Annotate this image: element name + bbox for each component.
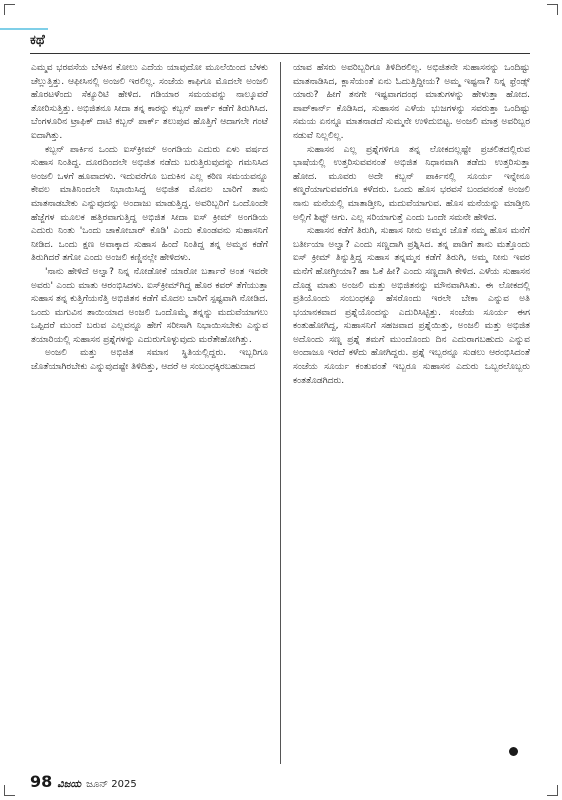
- paragraph: ಕಬ್ಬನ್ ಪಾರ್ಕಿನ ಒಂದು ಐಸ್‌ಕ್ರೀಮ್ ಅಂಗಡಿಯ ಎದುರು ಏಳು ವರ್ಷದ ಸುಹಾಸ ನಿಂತಿದ್ದ. ದೂರದಿಂದಲೇ ಅಭಿಜಿತ ನಡೆದು ಬರುತ್ತಿರುವುದನ್ನು ಗಮನಿಸಿದ ಅಂಜಲಿ ಒಳಗೆ ಹೂವಾದಳು. ಇದುವರೆಗೂ ಬದುಕಿನ ಎಲ್ಲ ಕಠಿಣ ಸಮಯವನ್ನೂ ಕೇವಲ ಮಾತಿನಿಂದಲೇ ನಿಭಾಯಿಸಿದ್ದ ಅಭಿಜಿತ ಮೊದಲ ಬಾರಿಗೆ ತಾನು ಮಾತನಾಡಬೇಕು ಎನ್ನುವುದನ್ನು ಅಂದಾಜು ಮಾಡುತ್ತಿದ್ದ. ಅವರಿಬ್ಬರಿಗೆ ಒಂದೊಂದೇ ಹೆಜ್ಜೆಗಳ ಮೂಲಕ ಹತ್ತಿರವಾಗುತ್ತಿದ್ದ ಅಭಿಜಿತ ಸೀದಾ ಐಸ್ ಕ್ರೀಮ್ ಅಂಗಡಿಯ ಎದುರು ನಿಂತು 'ಒಂದು ಚಾಕೋಬಾರ್ ಕೊಡಿ' ಎಂದು ಕೊಂಡವನು ಸುಹಾಸನಿಗೆ ನೀಡಿದ. ಒಂದು ಕ್ಷಣ ಅವಾಕ್ಕಾದ ಸುಹಾಸ ಹಿಂದೆ ನಿಂತಿದ್ದ ತನ್ನ ಅಮ್ಮನ ಕಡೆಗೆ ತಿರುಗಿದರೆ ತಗೋ ಎಂದು ಅಂಜಲಿ ಕಣ್ಣಿನಲ್ಲೇ ಹೇಳಿದಳು.: [31, 144, 268, 264]
- paragraph: ಸುಹಾಸನ ಎಲ್ಲ ಪ್ರಶ್ನೆಗಳಿಗೂ ತನ್ನ ಲೋಕದಲ್ಲಷ್ಟೇ ಪ್ರಚಲಿತದಲ್ಲಿರುವ ಭಾಷೆಯಲ್ಲಿ ಉತ್ತರಿಸುವವನಂತೆ ಅಭಿಜಿತ ನಿಧಾನವಾಗಿ ತಡೆದು ಉತ್ತರಿಸುತ್ತಾ ಹೋದ. ಮೂವರು ಅದೇ ಕಬ್ಬನ್ ಪಾರ್ಕಿನಲ್ಲಿ ಸೂರ್ಯ ಇನ್ನೇನೂ ಕಣ್ಮರೆಯಾಗುವವರೆಗೂ ಕಳೆದರು. ಒಂದು ಹೊಸ ಭರವಸೆ ಬಂದವನಂತೆ ಅಂಜಲಿ ನಾನು ಮನೆಯಲ್ಲಿ ಮಾತಾಡ್ತೀನಿ, ಮದುವೆಯಾಗುವ. ಹೊಸ ಮನೆಯನ್ನು ಮಾಡ್ತೀನಿ ಅಲ್ಲಿಗೆ ಶಿಫ್ಟ್ ಆಗು. ಎಲ್ಲ ಸರಿಯಾಗುತ್ತೆ ಎಂದು ಒಂದೇ ಸಮನೇ ಹೇಳಿದ.: [293, 144, 530, 223]
- section-title: ಕಥೆ: [30, 33, 45, 48]
- accent-rule: [0, 28, 48, 30]
- crop-mark-bottom-right: [547, 785, 558, 796]
- crop-mark-bottom-left: [4, 785, 15, 796]
- article-column-right: [293, 62, 530, 767]
- page-footer: [30, 772, 137, 791]
- issue-date: ಜೂನ್ 2025: [86, 779, 137, 790]
- article-column-left: [31, 62, 268, 767]
- paragraph: ಯಾವ ಹೆಸರು ಅವರಿಬ್ಬರಿಗೂ ತಿಳಿದಿರಲಿಲ್ಲ. ಅಭಿಜಿತನೇ ಸುಹಾಸನನ್ನು ಒಂದಿಷ್ಟು ಮಾತನಾಡಿಸಿದ, ಕ್ಲಾಸೆಯಂತೆ ಏನು ಓದುತ್ತಿದ್ದೀಯ? ಅಮ್ಮ ಇಷ್ಟನಾ? ನಿನ್ನ ಫ್ರೆಂಡ್ಸ್ ಯಾರು? ಹೀಗೆ ತನಗೇ ಇಷ್ಟವಾಗದಂಥ ಮಾತುಗಳನ್ನು ಹೇಳುತ್ತಾ ಹೋದ. ಪಾಪ್‌ಕಾರ್ನ್ ಕೊಡಿಸಿದ, ಸುಹಾಸನ ಎಳೆಯ ಭುಜಗಳನ್ನು ಸವರುತ್ತಾ ಒಂದಿಷ್ಟು ಸಮಯ ಏನನ್ನೂ ಮಾತನಾಡದೆ ಸುಮ್ಮನೇ ಉಳಿದುಬಿಟ್ಟ. ಅಂಜಲಿ ಮಾತ್ರ ಅವರಿಬ್ಬರ ನಡುವೆ ನಿಲ್ಲಲಿಲ್ಲ.: [293, 63, 530, 141]
- magazine-logo: ವಿಜಯ: [57, 779, 82, 790]
- paragraph: 'ನಾನು ಹೇಳಿದೆ ಅಲ್ವಾ? ನಿನ್ನ ನೋಡೋಕೆ ಯಾರೋ ಬರ್ತಾರೆ ಅಂತ ಇವರೇ ಅವರು' ಎಂದು ಮಾತು ಆರಂಭಿಸಿದಳು. ಐಸ್‌ಕ್ರೀಮ್‌ಗಿದ್ದ ಹೊರ ಕವರ್ ತೆಗೆಯುತ್ತಾ ಸುಹಾಸ ತನ್ನ ಕುತ್ತಿಗೆಯನೆತ್ತಿ ಅಭಿಜಿತನ ಕಡೆಗೆ ಮೊದಲ ಬಾರಿಗೆ ಸ್ಪಷ್ಟವಾಗಿ ನೋಡಿದ. ಒಂದು ಮಗುವಿನ ತಾಯಿಯಾದ ಅಂಜಲಿ ಒಂದೊಮ್ಮೆ ತನ್ನನ್ನು ಮದುವೆಯಾಗಲು ಒಪ್ಪಿದರೆ ಮುಂದೆ ಬರುವ ಎಲ್ಲವನ್ನೂ ಹೇಗೆ ಸರೀಸಾಗಿ ನಿಭಾಯಿಸಬೇಕು ಎನ್ನುವ ತಯಾರಿಯಲ್ಲಿ ಸುಹಾಸನ ಪ್ರಶ್ನೆಗಳನ್ನು ಎದುರುಗೊಳ್ಳುವುದು ಮರೆತೇಹೋಗಿತ್ತು.: [31, 266, 268, 345]
- header-divider: [30, 53, 530, 54]
- paragraph: ಎಮ್ಮವ ಭರವಸೆಯ ಬೆಳಕಿನ ಕೋಲು ಎದೆಯ ಯಾವುದೋ ಮೂಲೆಯಿಂದ ಬೆಳಕು ಚೆಲ್ಲುತ್ತಿತ್ತು. ಆಫೀಸಿನಲ್ಲಿ ಅಂಜಲಿ ಇರಲಿಲ್ಲ. ಸಂಜೆಯ ಕಾಫಿಗೂ ಮೊದಲೇ ಅಂಜಲಿ ಹೊರಟಳೆಂದು ಸೆಕ್ಯೂರಿಟಿ ಹೇಳಿದ. ಗಡಿಯಾರ ಸಮಯವನ್ನು ನಾಲ್ಕೂವರೆ ತೋರಿಸುತ್ತಿತ್ತು. ಅಭಿಜಿತನೂ ಸೀದಾ ತನ್ನ ಕಾರನ್ನು ಕಬ್ಬನ್ ಪಾರ್ಕ್ ಕಡೆಗೆ ತಿರುಗಿಸಿದ. ಬೆಂಗಳೂರಿನ ಟ್ರಾಫಿಕ್ ದಾಟಿ ಕಬ್ಬನ್ ಪಾರ್ಕ್ ತಲುಪುವ ಹೊತ್ತಿಗೆ ಆದಾಗಲೇ ಗಂಟೆ ಐದಾಗಿತ್ತು.: [31, 63, 268, 141]
- crop-mark-top-left: [4, 4, 15, 15]
- crop-mark-top-right: [547, 4, 558, 15]
- end-of-story-icon: [509, 747, 518, 756]
- paragraph: ಅಂಜಲಿ ಮತ್ತು ಅಭಿಜಿತ ಸಮಾನ ಸ್ಥಿತಿಯಲ್ಲಿದ್ದರು. ಇಬ್ಬರಿಗೂ ಜೊತೆಯಾಗಿರಬೇಕು ಎನ್ನುವುದಷ್ಟೇ ತಿಳಿದಿತ್ತು, ಆದರೆ ಆ ಸಂಬಂಧಕ್ಕಿರಬಹುದಾದ: [31, 348, 268, 373]
- column-divider: [280, 62, 281, 764]
- page-number: 98: [30, 772, 53, 791]
- paragraph: ಸುಹಾಸನ ಕಡೆಗೆ ತಿರುಗಿ, ಸುಹಾಸ ನೀನು ಅಮ್ಮನ ಜೊತೆ ನಮ್ಮ ಹೊಸ ಮನೆಗೆ ಬರ್ತೀಯಾ ಅಲ್ವಾ? ಎಂದು ಸಣ್ಣದಾಗಿ ಪ್ರಶ್ನಿಸಿದ. ತನ್ನ ಪಾಡಿಗೆ ತಾನು ಮತ್ತೊಂದು ಐಸ್ ಕ್ರೀಮ್ ತಿನ್ನುತ್ತಿದ್ದ ಸುಹಾಸ ತನ್ನಮ್ಮನ ಕಡೆಗೆ ತಿರುಗಿ, ಅಮ್ಮ ನೀನು ಇವರ ಮನೆಗೆ ಹೋಗ್ತೀಯಾ? ಹಾ ಓಕೆ ಹೀ? ಎಂದು ಸಣ್ಣದಾಗಿ ಕೇಳಿದ. ಎಳೆಯ ಸುಹಾಸನ ದೊಡ್ಡ ಮಾತು ಅಂಜಲಿ ಮತ್ತು ಅಭಿಜಿತನನ್ನು ಮೌನವಾಗಿಸಿತು. ಈ ಲೋಕದಲ್ಲಿ ಪ್ರತಿಯೊಂದು ಸಂಬಂಧಕ್ಕೂ ಹೆಸರೊಂದು ಇರಲೇ ಬೇಕಾ ಎನ್ನುವ ಅತಿ ಭಯಾನಕವಾದ ಪ್ರಶ್ನೆಯೊಂದನ್ನು ಎದುರಿಸಿಟ್ಟಿತ್ತು. ಸಂಜೆಯ ಸೂರ್ಯ ಈಗ ಕಂತುಹೋಗಿದ್ದ, ಸುಹಾಸನಿಗೆ ಸಹಜವಾದ ಪ್ರಶ್ನೆಯಿತ್ತು, ಅಂಜಲಿ ಮತ್ತು ಅಭಿಜಿತ ಅದೊಂದು ಸಣ್ಣ ಪ್ರಶ್ನೆ ತಮಗೆ ಮುಂದೊಂದು ದಿನ ಎದುರಾಗಬಹುದು ಎನ್ನುವ ಅಂದಾಜೂ ಇರದೆ ಕಳೆದು ಹೋಗಿದ್ದರು. ಪ್ರಶ್ನೆ ಇಬ್ಬರನ್ನೂ ಸುಡಲು ಆರಂಭಿಸಿದಂತೆ ಸಂಜೆಯ ಸೂರ್ಯ ಕಂತುವಂತೆ ಇಬ್ಬರೂ ಸುಹಾಸನ ಎದುರು ಒಬ್ಬರಲೊಬ್ಬರು ಕಂತತೊಡಗಿದರು.: [293, 226, 530, 386]
